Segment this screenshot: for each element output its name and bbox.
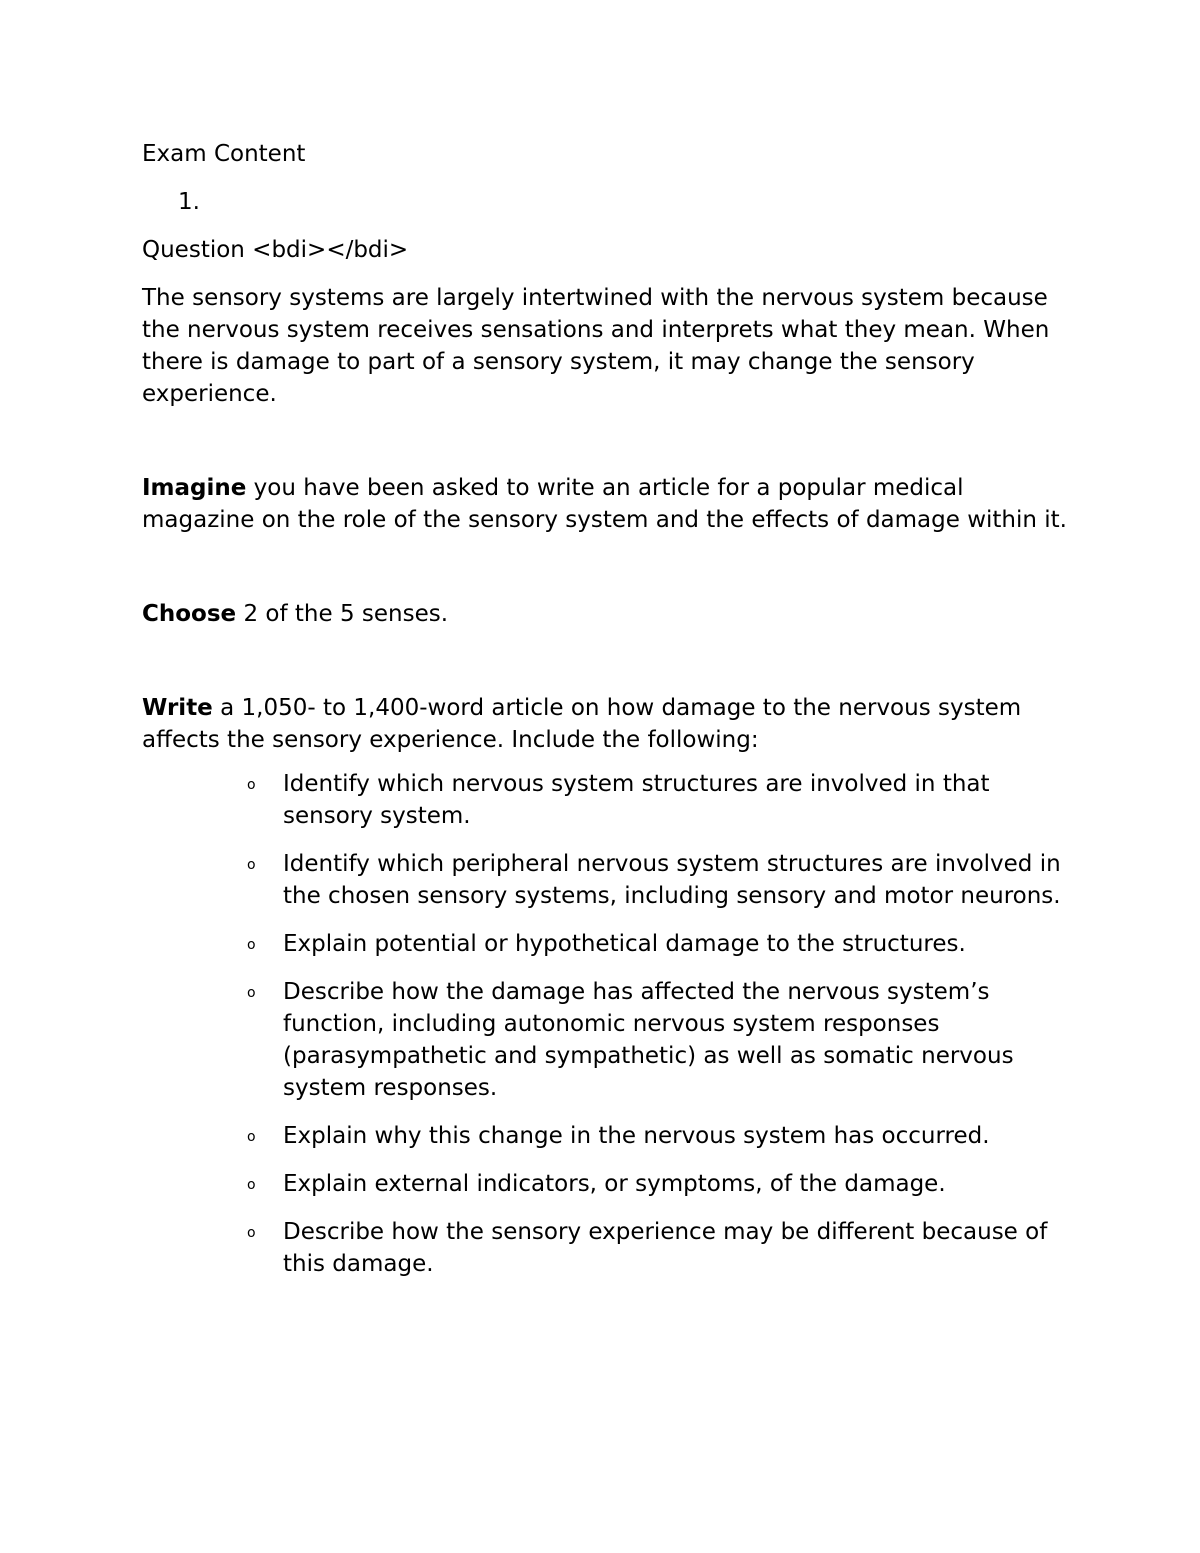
list-item-text: Explain external indicators, or symptoms, of the damage. bbox=[283, 1171, 946, 1197]
list-item-text: Describe how the sensory experience may be different because of this damage. bbox=[283, 1219, 1048, 1277]
list-item bbox=[247, 1216, 1063, 1280]
imagine-paragraph bbox=[142, 472, 1072, 536]
list-item-text: Explain why this change in the nervous system has occurred. bbox=[283, 1123, 990, 1149]
write-text: a 1,050- to 1,400-word article on how damage to the nervous system affects the sensory experience. Include the following: bbox=[142, 695, 1022, 753]
page-title: Exam Content bbox=[142, 141, 306, 167]
choose-keyword: Choose bbox=[142, 601, 237, 627]
intro-paragraph: The sensory systems are largely intertwined with the nervous system because the nervous system receives sensations and interprets what they mean. When there is damage to part of a sensory system, it may change the sensory experience. bbox=[142, 285, 1050, 407]
imagine-keyword: Imagine bbox=[142, 475, 247, 501]
bullet-icon: o bbox=[247, 985, 256, 1001]
question-label: Question <bdi></bdi> bbox=[142, 237, 409, 263]
list-item bbox=[247, 976, 1063, 1104]
write-keyword: Write bbox=[142, 695, 213, 721]
document-page bbox=[142, 138, 1072, 1296]
requirements-list bbox=[142, 768, 1072, 1280]
choose-text: 2 of the 5 senses. bbox=[236, 601, 449, 627]
question-number: 1. bbox=[178, 189, 200, 215]
list-item-text: Identify which peripheral nervous system structures are involved in the chosen sensory systems, including sensory and motor neurons. bbox=[283, 851, 1061, 909]
list-item bbox=[247, 1120, 1063, 1152]
bullet-icon: o bbox=[247, 1225, 256, 1241]
list-item bbox=[247, 848, 1063, 912]
write-paragraph bbox=[142, 692, 1072, 756]
bullet-icon: o bbox=[247, 857, 256, 873]
bullet-icon: o bbox=[247, 1177, 256, 1193]
bullet-icon: o bbox=[247, 777, 256, 793]
list-item bbox=[247, 1168, 1063, 1200]
list-item bbox=[247, 768, 1063, 832]
bullet-icon: o bbox=[247, 1129, 256, 1145]
list-item-text: Identify which nervous system structures are involved in that sensory system. bbox=[283, 771, 990, 829]
bullet-icon: o bbox=[247, 937, 256, 953]
list-item-text: Explain potential or hypothetical damage to the structures. bbox=[283, 931, 966, 957]
list-item-text: Describe how the damage has affected the nervous system’s function, including autonomic nervous system responses (parasympathetic and sympathetic) as well as somatic nervous system responses. bbox=[283, 979, 1014, 1101]
list-item bbox=[247, 928, 1063, 960]
imagine-text: you have been asked to write an article for a popular medical magazine on the role of the sensory system and the effects of damage within it. bbox=[142, 475, 1067, 533]
choose-paragraph bbox=[142, 598, 1072, 630]
